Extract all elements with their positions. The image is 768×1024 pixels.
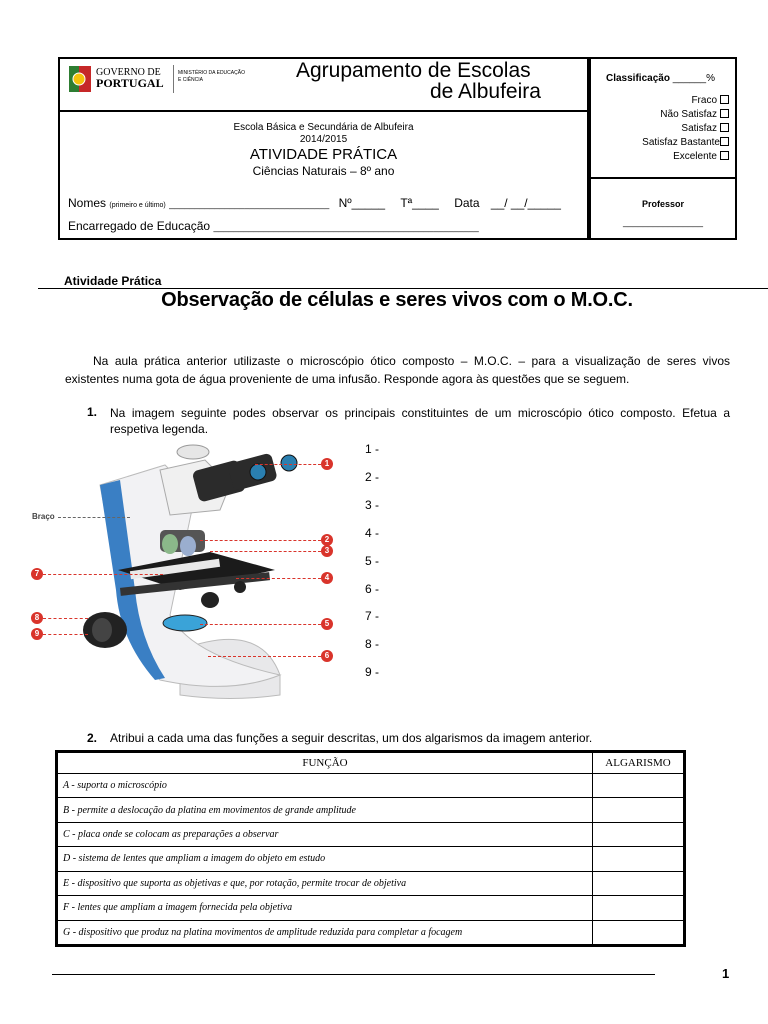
classification-box (589, 57, 737, 240)
legend-item[interactable]: 8 - (365, 637, 380, 652)
names-field[interactable]: ________________________________ (169, 199, 330, 209)
pointer-8 (43, 618, 88, 619)
grouping-name (296, 60, 586, 102)
option-row[interactable] (642, 136, 729, 150)
marker-8: 8 (31, 612, 43, 624)
intro-paragraph: Na aula prática anterior utilizaste o microscópio ótico composto – M.O.C. – para a visualização de seres vivos existentes numa gota de água proveniente de uma infusão. Responde agora às questões que se seguem. (65, 354, 730, 386)
marker-3: 3 (321, 545, 333, 557)
function-description: A - suporta o microscópio (58, 774, 593, 798)
table-row (58, 871, 684, 895)
activity-title: ATIVIDADE PRÁTICA (249, 146, 398, 163)
logo-divider (173, 65, 174, 93)
option-label: Não Satisfaz (660, 109, 717, 120)
ministry-line2: E CIÊNCIA (178, 77, 204, 83)
checkbox[interactable] (720, 109, 729, 118)
digit-answer-cell[interactable] (593, 896, 684, 920)
option-label: Satisfaz Bastante (642, 137, 720, 148)
grouping-line1: Agrupamento de Escolas (296, 59, 531, 82)
digit-answer-cell[interactable] (593, 822, 684, 846)
digit-answer-cell[interactable] (593, 774, 684, 798)
guardian-field[interactable]: _____________________________________________________ (213, 222, 479, 232)
col-digit-header: ALGARISMO (593, 753, 684, 774)
marker-4: 4 (321, 572, 333, 584)
classification-percent[interactable]: ______% (672, 73, 715, 84)
function-description: B - permite a deslocação da platina em movimentos de grande amplitude (58, 798, 593, 822)
gov-logo-text (96, 68, 164, 88)
pointer-4 (236, 578, 321, 579)
classification-options (642, 94, 729, 164)
checkbox[interactable] (720, 95, 729, 104)
classification-divider (591, 177, 735, 179)
portugal-logo-icon (68, 65, 92, 93)
gov-line1: GOVERNO DE (96, 67, 161, 78)
marker-9: 9 (31, 628, 43, 640)
pointer-3 (210, 551, 321, 552)
professor-field[interactable]: ________________ (622, 217, 704, 227)
legend-item[interactable]: 1 - (365, 442, 380, 456)
function-description: F - lentes que ampliam a imagem fornecida pela objetiva (58, 896, 593, 920)
table-row (58, 896, 684, 920)
pointer-1 (255, 464, 321, 465)
classification-title: Classificação (606, 73, 670, 84)
gov-line2: PORTUGAL (96, 76, 164, 90)
legend-list (365, 436, 379, 687)
option-label: Fraco (691, 95, 717, 106)
legend-item[interactable]: 5 - (365, 553, 380, 568)
option-row[interactable] (642, 108, 729, 122)
legend-item[interactable]: 4 - (365, 525, 380, 540)
guardian-label: Encarregado de Educação (68, 219, 211, 233)
option-label: Excelente (673, 151, 717, 162)
ministry-line1: MINISTÉRIO DA EDUCAÇÃO (178, 70, 245, 76)
guardian-row (68, 219, 479, 233)
marker-1: 1 (321, 458, 333, 470)
legend-item[interactable]: 6 - (365, 581, 380, 596)
professor-label: Professor (641, 199, 685, 209)
legend-item[interactable]: 9 - (365, 665, 380, 680)
pointer-6 (208, 656, 321, 657)
microscope-illustration (30, 440, 340, 700)
header-box (58, 57, 589, 240)
digit-answer-cell[interactable] (593, 798, 684, 822)
table-row (58, 847, 684, 871)
number-field[interactable]: Nº_____ (338, 196, 386, 210)
digit-answer-cell[interactable] (593, 871, 684, 895)
table-row (58, 774, 684, 798)
checkbox[interactable] (720, 137, 729, 146)
legend-item[interactable]: 7 - (365, 609, 380, 624)
function-description: G - dispositivo que produz na platina movimentos de amplitude reduzida para completar a focagem (58, 920, 593, 944)
checkbox[interactable] (720, 151, 729, 160)
section-label: Atividade Prática (64, 274, 162, 288)
marker-5: 5 (321, 618, 333, 630)
digit-answer-cell[interactable] (593, 847, 684, 871)
table-header-row (58, 753, 684, 774)
marker-6: 6 (321, 650, 333, 662)
ministry-text (178, 70, 245, 84)
school-name: Escola Básica e Secundária de Albufeira (233, 122, 414, 133)
function-table (55, 750, 686, 947)
option-row[interactable] (642, 122, 729, 136)
legend-item[interactable]: 2 - (365, 469, 380, 484)
pointer-2 (200, 540, 321, 541)
grouping-line2: de Albufeira (430, 80, 541, 103)
q1-number: 1. (87, 405, 98, 419)
option-row[interactable] (642, 94, 729, 108)
arm-label: Braço (32, 512, 55, 521)
names-label: Nomes (68, 196, 107, 210)
date-label: Data (454, 196, 480, 210)
q2-text: Atribui a cada uma das funções a seguir descritas, um dos algarismos da imagem anterior. (110, 731, 593, 745)
pointer-9 (43, 634, 88, 635)
subject: Ciências Naturais – 8º ano (252, 164, 395, 178)
page-title: Observação de células e seres vivos com o M.O.C. (161, 289, 633, 311)
pointer-5 (200, 624, 321, 625)
pointer-7 (43, 574, 163, 575)
function-description: C - placa onde se colocam as preparações a observar (58, 822, 593, 846)
school-year: 2014/2015 (299, 134, 348, 145)
table-row (58, 798, 684, 822)
table-row (58, 822, 684, 846)
function-description: E - dispositivo que suporta as objetivas e que, por rotação, permite trocar de objetiva (58, 871, 593, 895)
names-hint: (primeiro e último) (109, 202, 166, 209)
digit-answer-cell[interactable] (593, 920, 684, 944)
page-number: 1 (722, 966, 730, 981)
arm-pointer (58, 517, 130, 518)
marker-2: 2 (321, 534, 333, 546)
table-row (58, 920, 684, 944)
function-description: D - sistema de lentes que ampliam a imagem do objeto em estudo (58, 847, 593, 871)
option-row[interactable] (642, 150, 729, 164)
names-row (68, 196, 561, 210)
footer-rule (52, 974, 655, 975)
option-label: Satisfaz (681, 123, 717, 134)
marker-7: 7 (31, 568, 43, 580)
col-function-header: FUNÇÃO (58, 753, 593, 774)
class-field[interactable]: Tª____ (400, 196, 439, 210)
header-divider (60, 110, 587, 112)
legend-item[interactable]: 3 - (365, 497, 380, 512)
school-info (60, 122, 587, 178)
q2-number: 2. (87, 731, 98, 745)
date-field[interactable]: __/ __/_____ (490, 196, 561, 210)
checkbox[interactable] (720, 123, 729, 132)
classification-title-row (606, 73, 715, 84)
q1-text: Na imagem seguinte podes observar os principais constituintes de um microscópio ótico composto. Efetua a respetiva legenda. (110, 406, 730, 436)
